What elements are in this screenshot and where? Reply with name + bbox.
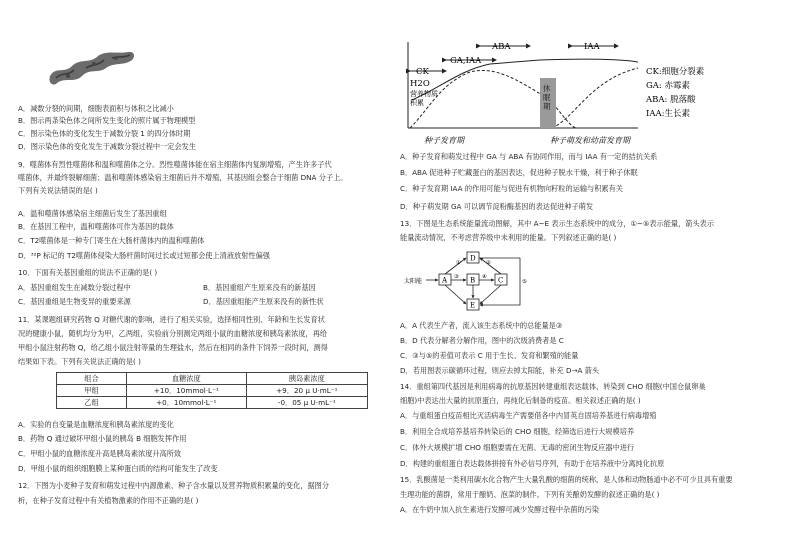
chromosome-image [46,46,138,90]
right-column [400,0,780,560]
q11-stem-4: 结果如下表。下列有关说法正确的是( ) [18,357,141,366]
q13-stem-1: 13．下图是生态系统能量流动图解，其中 A~E 表示生态系统中的成分，①~⑤表示能量，箭头表示 [400,219,715,228]
q13-option-d: D．若用图表示碳循环过程，则应去掉太阳能，补充 D→A 箭头 [400,366,600,375]
table-row [57,385,368,397]
q14-option-a: A．与重组蛋白疫苗相比灭活病毒生产需要借各中内冒英自固培养基进行病毒增殖 [400,411,657,420]
q12-option-d: D．种子萌发期 GA 可以调节淀粉酶基因的表达促进种子萌发 [400,202,594,211]
q11-stem-1: 11．某课题组研究药物 Q 对糖代谢的影响，进行了相关实验，选择相同性别、年龄和生长发育状 [18,315,325,324]
nutrient-label-2: 养 [417,90,424,98]
q10-option-a: A．基因重组发生在减数分裂过程中 [18,283,131,292]
seed-hormone-figure [400,38,780,150]
q10-option-b: B．基因重组产生原来没有的新基因 [203,283,316,292]
water-label: H2O [410,79,430,89]
table-header-row [57,373,368,385]
dormant-label-2: 眠 [543,93,551,102]
q9-stem-2: 噬菌体，并最终裂解细菌；温和噬菌体感染宿主细菌后并不增殖，其基因组会整合于细菌 DNA 分子上。 [18,173,348,182]
nutrient-label-1: 营 [410,90,417,98]
q9-stem-3: 下列有关说法错误的是( ) [18,186,98,195]
q8-option-c: C．图示染色体的变化发生于减数分裂 1 的四分体时期 [18,129,191,138]
legend-ga: GA: 赤霉素 [646,81,690,91]
q14-option-b: B．利用全合成培养基培养转染后的 CHO 细胞，经筛选后进行大规模培养 [400,427,635,436]
q9-option-c: C．T2噬菌体是一种专门寄生在大肠杆菌体内的温和噬菌体 [18,236,205,245]
q15-stem-1: 15．乳酸菌是一类利用碳水化合物产生大量乳酸的细菌的统称，是人体和动物肠道中必不可少且具有重要 [400,475,733,484]
table-cell: +9．20 μ U·mL⁻¹ [246,385,367,397]
legend-ck: CK:细胞分裂素 [646,67,705,77]
q9-stem-1: 9．噬菌体有烈性噬菌体和温和噬菌体之分。烈性噬菌体能在宿主细菌体内复制增殖，产生许多子代 [18,160,332,169]
q13-option-c: C．③与⑤的差值可表示 C 用于生长、发育和繁殖的能量 [400,351,579,360]
node-c: C [498,276,504,285]
x-label-development: 种子发育期 [424,136,464,145]
q15-option-a: A．在牛奶中加入抗生素进行发酵可减少发酵过程中杂菌的污染 [400,505,599,514]
q11-stem-2: 况的健康小鼠，随机均分为甲，乙两组，实验前分别测定两组小鼠的血糖浓度和胰岛素浓度，再给 [18,329,328,338]
q8-option-d: D．图示染色体的变化发生于减数分裂过程中一定会发生 [18,142,197,151]
q8-option-a: A．减数分裂的间期，细胞表面积与体积之比减小 [18,104,174,113]
table-header: 胰岛素浓度 [246,373,367,385]
q11-option-c: C．甲组小鼠的血糖浓度升高是胰岛素浓度升高所致 [18,449,182,458]
flow-3: ③ [454,274,459,280]
q11-option-d: D．甲组小鼠的组织细胞膜上某种蛋白质的结构可能发生了改变 [18,464,218,473]
hormone-label-iaa: IAA [584,42,600,52]
q10-stem: 10．下面有关基因重组的说法不正确的是( ) [18,268,158,277]
q12-stem-1: 12．下图为小麦种子发育和萌发过程中内源激素、种子含水量以及营养物质积累量的变化，据图分 [18,481,330,490]
q14-stem-1: 14．重组第四代基因是利用病毒的抗原基因转建重组表达载体，转染到 CHO 细胞(中国仓鼠卵巢 [400,382,706,391]
node-e: E [470,301,476,310]
node-d: D [470,254,476,263]
q12-option-b: B．ABA 促进种子贮藏蛋白的基因表达，促进种子脱水干燥，利于种子休眠 [400,168,638,177]
q12-option-a: A．种子发育和萌发过程中 GA 与 ABA 有协同作用，而与 IAA 有一定的拮抗关系 [400,152,658,161]
table-header: 组合 [57,373,127,385]
q10-option-d: D．基因重组能产生原来没有的新性状 [203,297,324,306]
table-cell: +0．10mmol·L⁻¹ [126,397,246,409]
hormone-label-ga-iaa: GA,IAA [450,56,482,66]
energy-flow-diagram [402,250,542,314]
legend-iaa: IAA:生长素 [646,109,690,119]
q9-option-a: A．温和噬菌体感染宿主细菌后发生了基因重组 [18,209,167,218]
q11-stem-3: 甲组小鼠注射药物 Q，给乙组小鼠注射等量的生理盐水，然后在相同的条件下饲养一段时间，测得 [18,343,328,352]
legend-aba: ABA: 脱落酸 [646,95,696,105]
node-b: B [470,276,476,285]
q9-option-b: B．在基因工程中，温和噬菌体可作为基因的载体 [18,222,174,231]
table-cell: -0．05 μ U·mL⁻¹ [246,397,367,409]
q10-option-c: C．基因重组是生物变异的重要来源 [18,297,131,306]
nutrient-label-3: 物 [424,90,431,98]
nutrient-label-4: 质 [431,90,438,98]
q14-option-c: C．体外大规模扩增 CHO 细胞要需在无菌、无毒的密闭生物反应器中进行 [400,443,635,452]
x-label-germination: 种子萌发和幼苗发育期 [550,136,630,145]
q14-option-d: D．构建的重组蛋白表达载体拼接有外必信号序列，有助于在培养液中分离纯化抗原 [400,459,665,468]
table-row [57,397,368,409]
q9-option-d: D．³²P 标记的 T2噬菌体侵染大肠杆菌时间过长或过短都会使上清液放射性偏强 [18,251,270,260]
nutrient-label-5: 积 [410,99,417,107]
q15-stem-2: 生理功能的菌群，常用于酿奶、泡菜的制作。下列有关酿奶发酵的叙述正确的是( ) [400,490,660,499]
nutrient-label-6: 累 [417,99,424,107]
table-cell: 甲组 [57,385,127,397]
q14-stem-2: 细胞)中表达出大量的抗原蛋白，再纯化后制备的疫苗。相关叙述正确的是( ) [400,396,641,405]
table-cell: +10．10mmol·L⁻¹ [126,385,246,397]
node-a: A [442,276,448,285]
hormone-label-ck: CK [416,67,429,77]
q11-option-b: B．药物 Q 通过破坏甲组小鼠的胰岛 B 细胞发挥作用 [18,434,187,443]
flow-5: ⑤ [522,279,527,285]
table-cell: 乙组 [57,397,127,409]
flow-2: ② [486,260,491,266]
dormant-label-1: 休 [543,84,551,93]
q12-option-c: C．种子发育期 IAA 的作用可能与促进有机物向籽粒的运输与积累有关 [400,184,623,193]
q13-option-a: A．A 代表生产者，流入该生态系统中的总能量是③ [400,321,563,330]
flow-1: ① [456,260,461,266]
flow-4: ④ [482,274,487,280]
q13-option-b: B．D 代表分解者分解作用，图中的次级消费者是 C [400,336,564,345]
sun-label: 太阳能 [404,278,423,285]
left-column [18,0,398,560]
hormone-label-aba: ABA [492,42,511,52]
q12-stem-2: 析，在种子发育过程中有关植物激素的作用不正确的是( ) [18,496,199,505]
q13-stem-2: 能量流动情况，不考虑营养级中未利用的能量。下列叙述正确的是( ) [400,233,617,242]
dormant-label-3: 期 [543,102,551,111]
table-header: 血糖浓度 [126,373,246,385]
q8-option-b: B．图示两条染色体之间所发生变化的照片属于物理模型 [18,116,196,125]
q11-table [56,372,368,409]
q11-option-a: A．实验的自变量是血糖浓度和胰岛素浓度的变化 [18,420,174,429]
